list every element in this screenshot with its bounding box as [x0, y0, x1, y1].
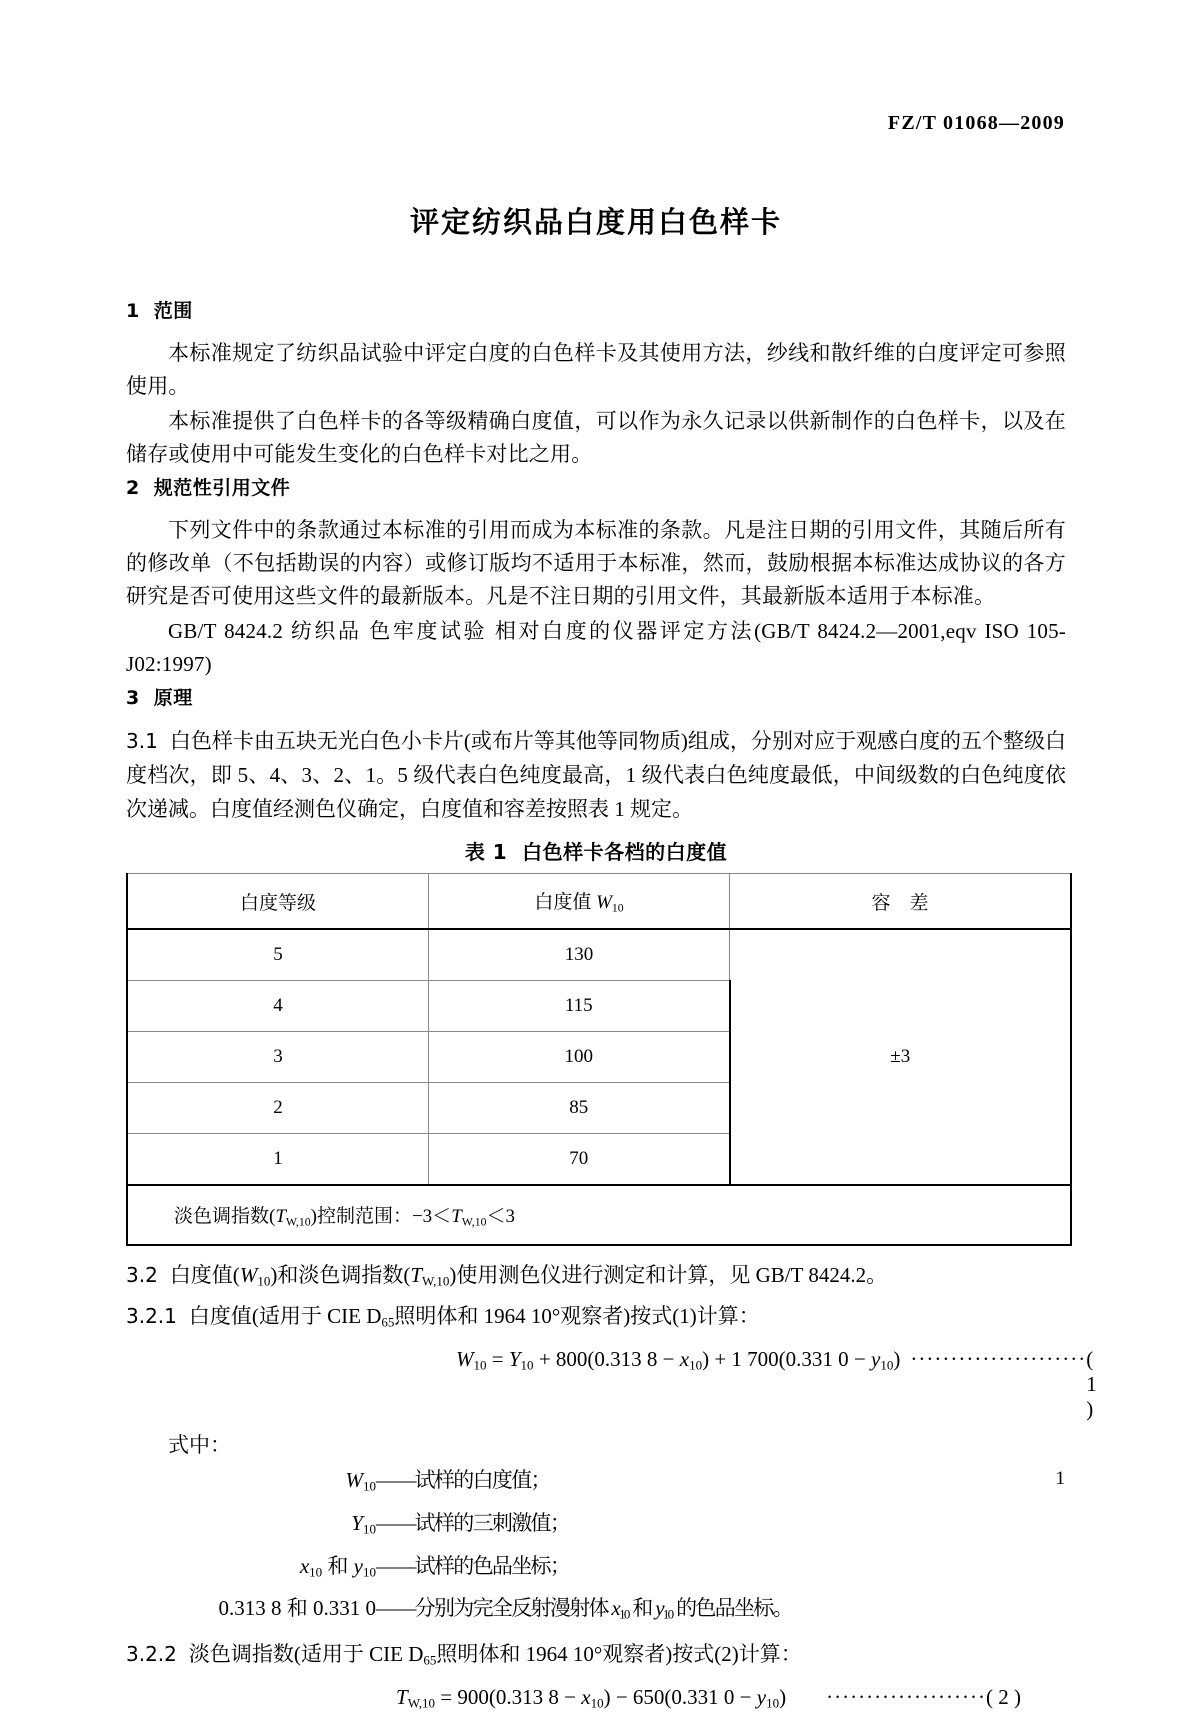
formula-2-leader-dots: ···················· — [826, 1685, 986, 1710]
table-row — [127, 929, 1071, 981]
clause-3-2-part1: 白度值( — [169, 1263, 240, 1287]
clause-3-2-number: 3.2 — [126, 1263, 158, 1287]
clause-3-2-1 — [126, 1299, 1066, 1340]
cell-grade: 3 — [127, 1032, 429, 1083]
definition-symbol: 0.313 8 和 0.331 0 — [218, 1596, 376, 1621]
clause-3-2-2-text-b: 照明体和 1964 10°观察者)按式(2)计算： — [436, 1641, 802, 1666]
cell-tolerance: ±3 — [730, 929, 1072, 1185]
cell-value: 85 — [429, 1083, 730, 1134]
clause-3-2-2-subscript: 65 — [423, 1652, 437, 1668]
section-title-1: 范围 — [153, 300, 193, 322]
section-heading-3 — [126, 683, 1066, 710]
table-footnote-row — [127, 1185, 1071, 1245]
clause-3-2-symbol-t: T — [410, 1263, 423, 1287]
document-body — [126, 296, 1097, 1718]
clause-3-2-part3: )使用测色仪进行测定和计算，见 GB/T 8424.2。 — [449, 1263, 888, 1287]
table-header-row — [127, 874, 1071, 930]
column-header-value-symbol: W — [596, 891, 612, 913]
cell-grade: 1 — [127, 1134, 429, 1186]
table-footnote — [127, 1185, 1071, 1245]
cell-grade: 5 — [127, 929, 429, 981]
clause-3-2-1-text-b: 照明体和 1964 10°观察者)按式(1)计算： — [394, 1303, 760, 1328]
page-number: 1 — [1055, 1468, 1065, 1489]
definition-desc: ——试样的三刺激值； — [376, 1510, 570, 1535]
clause-3-2-symbol-w-sub: 10 — [257, 1273, 271, 1289]
where-label: 式中： — [168, 1433, 231, 1458]
formula-2 — [126, 1685, 1066, 1712]
table-1-caption — [126, 836, 1066, 865]
definition-item — [126, 1505, 1066, 1548]
cell-value: 70 — [429, 1134, 730, 1186]
cell-value: 130 — [429, 929, 730, 981]
footnote-suffix: ＜3 — [486, 1205, 516, 1227]
definition-desc: ——分别为完全反射漫射体 $x_{10}$ 和 $y_{10}$ 的色品坐标。 — [376, 1596, 793, 1622]
footnote-symbol: T — [275, 1205, 286, 1227]
clause-3-2-2-number: 3.2.2 — [126, 1641, 177, 1666]
clause-3-2-symbol-t-sub: W,10 — [422, 1273, 450, 1289]
table-1-caption-title: 白色样卡各档的白度值 — [522, 840, 728, 864]
clause-3-2-1-number: 3.2.1 — [126, 1303, 177, 1328]
formula-2-body: $T_{W,10} = 900(0.313$ $8 - x_{10}) - 650(0.331$ $0 - y_{10}$) — [396, 1685, 787, 1712]
clause-3-1 — [126, 724, 1066, 826]
cell-value: 115 — [429, 981, 730, 1032]
standard-number-header: FZ/T 01068—2009 — [887, 112, 1065, 134]
column-header-tolerance: 容 差 — [730, 874, 1072, 930]
definition-item — [126, 1548, 1066, 1591]
section-1-paragraph-1: 本标准规定了纺织品试验中评定白度的白色样卡及其使用方法，纱线和散纤维的白度评定可参照使用。 — [126, 341, 1066, 398]
cell-grade: 2 — [127, 1083, 429, 1134]
clause-3-2-1-subscript: 65 — [381, 1314, 395, 1330]
cell-grade: 4 — [127, 981, 429, 1032]
section-number-1: 1 — [126, 300, 140, 322]
clause-3-2-2-text-a: 淡色调指数(适用于 CIE D — [188, 1641, 424, 1666]
definition-symbol: $Y_{10}$ — [351, 1510, 376, 1537]
clause-3-2 — [126, 1258, 1066, 1299]
section-2-paragraph-1: 下列文件中的条款通过本标准的引用而成为本标准的条款。凡是注日期的引用文件，其随后所有的修改单（不包括勘误的内容）或修订版均不适用于本标准，然而，鼓励根据本标准达成协议的各方研究是否可使用这些文件的最新版本。凡是不注日期的引用文件，其最新版本适用于本标准。 — [126, 518, 1066, 608]
section-number-2: 2 — [126, 477, 140, 499]
formula-1-leader-dots: ······················ — [910, 1347, 1087, 1372]
clause-3-2-1-text-a: 白度值(适用于 CIE D — [188, 1303, 382, 1328]
section-title-3: 原理 — [153, 687, 193, 709]
table-whiteness-values — [126, 873, 1072, 1246]
normative-reference-1: GB/T 8424.2 纺织品 色牢度试验 相对白度的仪器评定方法(GB/T 8424.2—2001,eqv ISO 105-J02:1997) — [126, 619, 1066, 676]
formula-1 — [126, 1347, 1097, 1422]
clause-3-2-2 — [126, 1637, 1066, 1678]
footnote-prefix: 淡色调指数( — [174, 1205, 276, 1227]
formula-1-label: ( 1 ) — [1086, 1347, 1097, 1422]
column-header-whiteness-value — [429, 874, 730, 930]
column-header-grade: 白度等级 — [127, 874, 429, 930]
section-heading-1 — [126, 296, 1066, 323]
definition-desc: ——试样的色品坐标； — [376, 1553, 570, 1578]
table-1-caption-label: 表 1 — [464, 840, 508, 864]
cell-value: 100 — [429, 1032, 730, 1083]
definition-symbol: $x_{10}$ 和 $y_{10}$ — [299, 1553, 376, 1580]
footnote-symbol-sub: W,10 — [285, 1215, 311, 1229]
definition-item — [126, 1462, 1066, 1505]
symbol-definition-list — [126, 1462, 1066, 1633]
column-header-value-subscript: 10 — [611, 901, 624, 915]
footnote-middle: )控制范围：−3＜ — [310, 1205, 452, 1227]
definition-item — [0, 1590, 1066, 1633]
page-title: 评定纺织品白度用白色样卡 — [409, 205, 782, 239]
section-heading-2 — [126, 473, 1066, 500]
formula-1-body: $W_{10} = Y_{10} + 800(0.313$ $8 - x_{10}) + 1$ 700(0.331 $0 - y_{10}$) — [456, 1347, 901, 1373]
footnote-symbol-2: T — [451, 1205, 462, 1227]
clause-3-1-number: 3.1 — [126, 729, 158, 753]
section-1-paragraph-2: 本标准提供了白色样卡的各等级精确白度值，可以作为永久记录以供新制作的白色样卡，以及在储存或使用中可能发生变化的白色样卡对比之用。 — [126, 409, 1066, 466]
clause-3-2-part2: )和淡色调指数( — [270, 1263, 411, 1287]
column-header-value-prefix: 白度值 — [534, 891, 597, 913]
formula-2-label: ( 2 ) — [985, 1685, 1021, 1710]
clause-3-2-symbol-w: W — [239, 1263, 258, 1287]
section-number-3: 3 — [126, 687, 140, 709]
footnote-symbol-2-sub: W,10 — [461, 1215, 487, 1229]
definition-symbol: $W_{10}$ — [345, 1468, 376, 1494]
clause-3-1-text: 白色样卡由五块无光白色小卡片(或布片等其他等同物质)组成，分别对应于观感白度的五个整级白度档次，即 5、4、3、2、1。5 级代表白色纯度最高，1 级代表白色纯度最低，中间级数的白色纯度依次递减。白度值经测色仪确定，白度值和容差按照表 1 规定。 — [126, 729, 1066, 821]
definition-desc: ——试样的白度值； — [376, 1468, 550, 1493]
section-title-2: 规范性引用文件 — [153, 477, 291, 499]
